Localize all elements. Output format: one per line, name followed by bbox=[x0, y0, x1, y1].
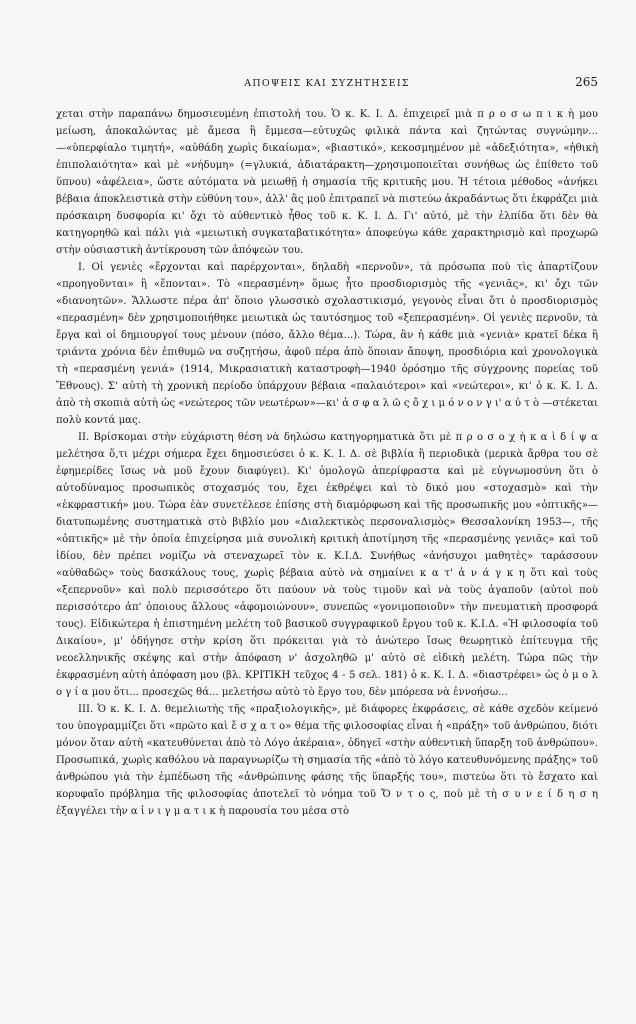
running-head-title: ΑΠΟΨΕΙΣ ΚΑΙ ΣΥΖΗΤΗΣΕΙΣ bbox=[244, 78, 410, 89]
paragraph-continuation: χεται στὴν παραπάνω δημοσιευμένη ἐπιστολή του. Ὁ κ. Κ. Ι. Δ. ἐπιχειρεῖ μιὰ π ρ ο σ ω π ι κ ὴ μου μείωση, ἀποκαλώντας μὲ ἄμεσα ἢ ἔμμεσα—εὐτυχῶς φιλικὰ πάντα καὶ ζητώντας συγνώμην...—«ὑπερφίαλο τιμητή», «αὐθάδη χωρὶς δικαίωμα», «βιαστικό», κεκοσμημένον μὲ «ἀδεξιότητα», «ἠθικὴ ἐπιπολαιότητα» καὶ μὲ «νήδυμη» (=γλυκιά, ἀδιατάρακτη—χρησιμοποιεῖται συνήθως ὡς ἐπίθετο τοῦ ὕπνου) «ἀφέλεια», ὥστε αὐτόματα νὰ μειωθῇ ἡ σημασία τῆς κριτικῆς μου. Ἡ τέτοια μέθοδος «ἀνήκει βέβαια ἀποκλειστικὰ στὴν εὐθύνη του», ἀλλ' ἂς μοῦ ἐπιτραπεῖ νὰ πιστεύω ἀκραδάντως ὅτι ἐκφράζει μιὰ πρόσκαιρη δυσφορία κι' ὄχι τὸ αὐθεντικὸ ἦθος τοῦ κ. Κ. Ι. Δ. Γι' αὐτό, μὲ τὴν ἐλπίδα ὅτι δὲν θὰ κατηγορηθῶ καὶ πάλι γιὰ «μειωτικὴ συγκαταβατικότητα» ἀποφεύγω κάθε χαρακτηρισμὸ καὶ προχωρῶ στὴν οὐσιαστικὴ ἀντίκρουση τῶν ἀπόψεών του. bbox=[56, 109, 598, 256]
paragraph-section-3: ΙΙΙ. Ὁ κ. Κ. Ι. Δ. θεμελιωτὴς τῆς «πραξιολογικῆς», μὲ διάφορες ἐκφράσεις, σὲ κάθε σχεδὸν κείμενό του ὑπογραμμίζει ὅτι «πρῶτο καὶ ἔ σ χ α τ ο» θέμα τῆς φιλοσοφίας εἶναι ἡ «πράξη» τοῦ ἀνθρώπου, διότι μόνον ὅταν αὐτὴ «κατευθύνεται ἀπὸ τὸ Λόγο ἀκέραια», ὁδηγεῖ «στὴν αὐθεντικὴ ὕπαρξη τοῦ ἀνθρώπου». Προσωπικά, χωρὶς καθόλου νὰ παραγνωρίζω τὴ σημασία τῆς «ἀπὸ τὸ λόγο κατευθυνόμενης πράξης» τοῦ ἀνθρώπου γιὰ τὴν ἐμπέδωση τῆς «ἀνθρώπινης φάσης τῆς ὕπαρξής του», πιστεύω ὅτι τὸ ἔσχατο καὶ κορυφαῖο πρόβλημα τῆς φιλοσοφίας ἀποτελεῖ τὸ νόημα τοῦ Ὄ ν τ ο ς, ποὺ μὲ τὴ σ υ ν ε ί δ η σ η ἐξαγγέλει τὴν α ἰ ν ι γ μ α τ ι κ ὴ παρουσία του μέσα στὸ bbox=[56, 704, 598, 817]
body-text bbox=[56, 106, 598, 820]
paragraph-section-1: Ι. Οἱ γενιὲς «ἔρχονται καὶ παρέρχονται», δηλαδὴ «περνοῦν», τὰ πρόσωπα ποὺ τὶς ἀπαρτίζουν «προηγοῦνται» ἢ «ἕπονται». Τὸ «περασμένη» ὅμως ἦτο προσδιορισμὸς τῆς «γενιᾶς», κι' ὄχι τῶν «διανοητῶν». Ἄλλωστε πέρα ἀπ' ὅποιο γλωσσικὸ σχολαστικισμό, γεγονὸς εἶναι ὅτι ὁ προσδιορισμὸς «περασμένη» δὲν χρησιμοποιήθηκε μειωτικὰ ὡς ταυτόσημος τοῦ «ξεπερασμένη». Οἱ γενιὲς περνοῦν, τὰ ἔργα καὶ οἱ δημιουργοί τους μένουν (πόσο, ἄλλο θέμα...). Τώρα, ἂν ἡ κάθε μιὰ «γενιὰ» κρατεῖ δέκα ἢ τριάντα χρόνια δὲν ἐπιθυμῶ να συζητήσω, ἀφοῦ πέρα ἀπὸ ὅποιαν ἄποψη, προσδιόρια καὶ χρονολογικὰ τὴ «περασμένη γενιά» (1914, Μικρασιατικὴ καταστροφὴ—1940 ὁρόσημο τῆς σύγχρονης πορείας τοῦ Ἔθνους). Σ' αὐτὴ τὴ χρονικὴ περίοδο ὑπάρχουν βέβαια «παλαιότεροι» καὶ «νεώτεροι», κι' ὁ κ. Κ. Ι. Δ. ἀπὸ τὴ σκοπιὰ αὐτὴ ὡς «νεώτερος τῶν νεωτέρων»—κι' ἀ σ φ α λ ῶ ς ὄ χ ι μ ό ν ο ν γ ι' α ὐ τ ὸ —στέκεται πολὺ κοντά μας. bbox=[56, 262, 598, 426]
page-number: 265 bbox=[575, 75, 598, 89]
running-head bbox=[56, 75, 598, 98]
paragraph-section-2: ΙΙ. Βρίσκομαι στὴν εὐχάριστη θέση νὰ δηλώσω κατηγορηματικὰ ὅτι μὲ π ρ ο σ ο χ ὴ κ α ὶ δ ί ψ α μελέτησα ὅ,τι μέχρι σήμερα ἔχει δημοσιεύσει ὁ κ. Κ. Ι. Δ. σὲ βιβλία ἢ περιοδικὰ (μερικὰ ἄρθρα του σὲ ἐφημερίδες ἴσως νὰ μοῦ ἔχουν διαφύγει). Κι' ὁμολογῶ ἀπερίφραστα καὶ μὲ εὐγνωμοσύνη ὅτι ὁ αὐτοδύναμος προσωπικὸς στοχασμός του, ἔχει ἐκθρέψει καὶ τὸ δικό μου «στοχασμὸ» καὶ τὴν «ἐκφραστική» μου. Τώρα ἐὰν συνετέλεσε ἐπίσης στὴ διαμόρφωση καὶ τῆς προσωπικῆς μου «ὀπτικῆς»—διατυπωμένης συστηματικὰ στὸ βιβλίο μου «Διαλεκτικὸς περσοναλισμὸς» Θεσσαλονίκη 1953—, τῆς «ὀπτικῆς» μὲ τὴν ὁποία ἐπιχείρησα μιὰ συνολικὴ κριτικὴ ἀποτίμηση τῆς «περασμένης γενιᾶς» καὶ τοῦ ἰδίου, δὲν πρέπει νομίζω νὰ στεναχωρεῖ τὸν κ. Κ.Ι.Δ. Συνήθως «ἀνήσυχοι μαθητὲς» ταράσσουν «αὐθαδῶς» τοὺς δασκάλους τους, χωρὶς βέβαια αὐτὸ νὰ σημαίνει κ α τ' ἀ ν ά γ κ η ὅτι καὶ τοὺς «ξεπερνοῦν» καὶ πολὺ περισσότερο ὅτι παύουν νὰ τοὺς τιμοῦν καὶ νὰ τοὺς ἀγαποῦν (αὐτοὶ ποὺ περισσότερο ἀπ' ὁποιους ἄλλους «ἀφομοιώνουν», συνεπῶς «γονιμοποιοῦν» τὴν πνευματικὴ προσφορά τους). Εἰδικώτερα ἡ ἐπιστημένη μελέτη τοῦ βασικοῦ συγγραφικοῦ ἔργου τοῦ κ. Κ.Ι.Δ. «Ἡ φιλοσοφία τοῦ Δικαίου», μ' ὁδήγησε στὴν κρίση ὅτι πρόκειται γιὰ τὸ ἀνώτερο ἴσως θεωρητικὸ ἐπίτευγμα τῆς νεοελληνικῆς σκέψης καὶ στὴν ἀπόφαση ν' ἀσχοληθῶ μ' αὐτὸ σὲ εἰδικὴ μελέτη. Τώρα πῶς τὴν ἐκφρασμένη αὐτὴ ἀπόφαση μου (βλ. ΚΡΙΤΙΚΗ τεῦχος 4 - 5 σελ. 181) ὁ κ. Κ. Ι. Δ. «διαστρέφει» ὡς ὁ μ ο λ ο γ ί α μου ὅτι... προσεχῶς θά... μελετήσω αὐτὸ τὸ ἔργο του, δὲν μπόρεσα νὰ ἐννοήσω... bbox=[56, 432, 598, 698]
